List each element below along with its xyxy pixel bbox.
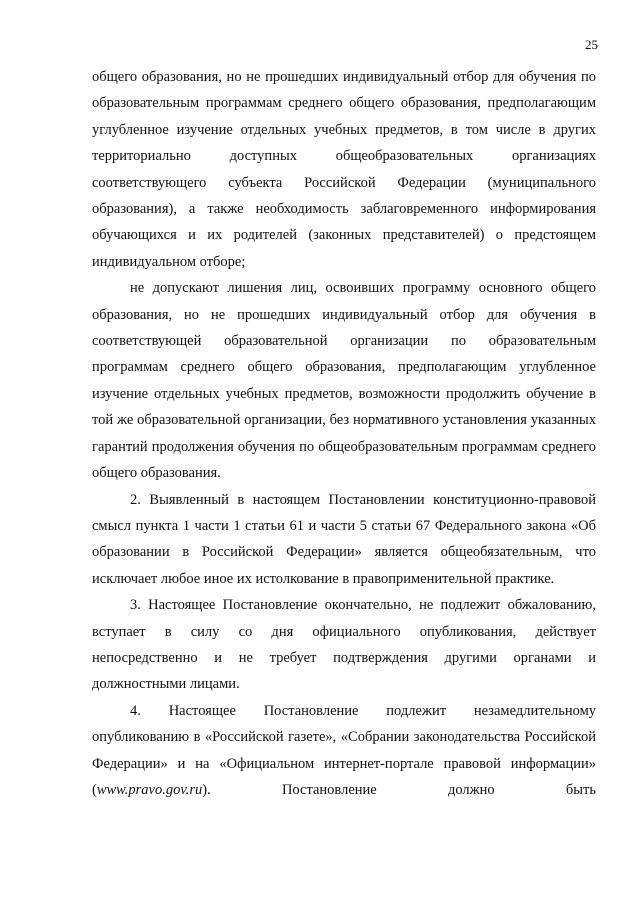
pravo-url: www.pravo.gov.ru: [96, 781, 203, 798]
document-body: [92, 64, 596, 803]
paragraph-point-2: 2. Выявленный в настоящем Постановлении конституционно-правовой смысл пункта 1 части 1 статьи 61 и части 5 статьи 67 Федерального закона «Об образовании в Российской Федерации» является общеобязательным, что исключает любое иное их истолкование в правоприменительной практике.: [92, 491, 596, 587]
paragraph-continuation: общего образования, но не прошедших индивидуальный отбор для обучения по образовательным программам среднего общего образования, предполагающим углубленное изучение отдельных учебных предметов, в том числе в других территориально доступных общеобразовательных организациях соответствующего субъекта Российской Федерации (муниципального образования), а также необходимость заблаговременного информирования обучающихся и их родителей (законных представителей) о предстоящем индивидуальном отборе;: [92, 69, 596, 270]
point-4-text-end: ). Постановление должно быть: [202, 781, 596, 798]
page-number: 25: [585, 37, 598, 52]
point-4-text: 4. Настоящее Постановление подлежит незамедлительному опубликованию в «Российской газете», «Собрании законодательства Российской Федерации» и на «Официальном интернет-портале правовой информации» (: [92, 702, 596, 798]
paragraph-point-4: [92, 698, 596, 804]
paragraph-point-3: 3. Настоящее Постановление окончательно, не подлежит обжалованию, вступает в силу со дня официального опубликования, действует непосредственно и не требует подтверждения другими органами и должностными лицами.: [92, 597, 596, 693]
paragraph-guarantees: не допускают лишения лиц, освоивших программу основного общего образования, но не прошедших индивидуальный отбор для обучения в соответствующей образовательной организации по образовательным программам среднего общего образования, предполагающим углубленное изучение отдельных учебных предметов, возможности продолжить обучение в той же образовательной организации, без нормативного установления указанных гарантий продолжения обучения по общеобразовательным программам среднего общего образования.: [92, 280, 596, 482]
